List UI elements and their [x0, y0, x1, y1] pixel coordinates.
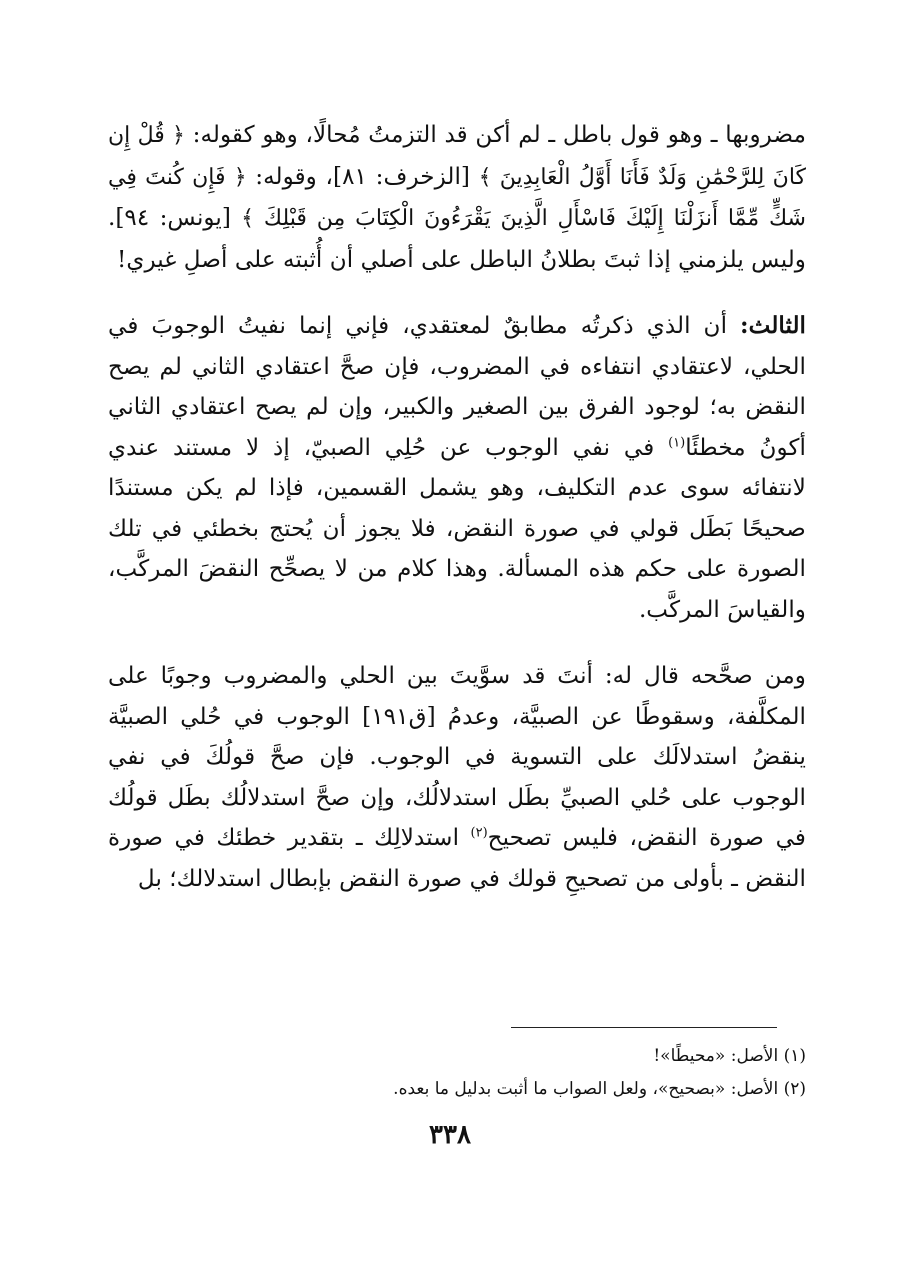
page-number: ٣٣٨ [429, 1120, 471, 1150]
quran-quote: ﴿ فَإِن كُنتَ فِي شَكٍّ مِّمَّا أَنزَلْنَا إِلَيْكَ فَاسْأَلِ الَّذِينَ يَقْرَءُونَ الْكِتَابَ مِن قَبْلِكَ ﴾ [108, 164, 806, 231]
paragraph-3 [108, 656, 806, 899]
paragraph-text: ومن صحَّحه قال له: أنتَ قد سوَّيتَ بين الحلي والمضروب وجوبًا على المكلَّفة، وسقوطًا عن الصبيَّة، وعدمُ [ق١٩١] الوجوب في حُلي الصبيَّة ينقضُ استدلالَك على التسوية في الوجوب. فإن صحَّ قولُكَ في نفي الوجوب على حُلي الصبيِّ بطَل استدلالُك، وإن صحَّ استدلالُك بطَل قولُك في صورة النقض، فليس تصحيح [108, 662, 806, 851]
paragraph-text: في نفي الوجوب عن حُلِي الصبيّ، إذ لا مستند عندي لانتفائه سوى عدم التكليف، وهو يشمل القسمين، فإذا لم يكن مستندًا صحيحًا بَطَل قولي في صورة النقض، فلا يجوز أن يُحتج بخطئي في تلك الصورة على حكم هذه المسألة. وهذا كلام من لا يصحِّح النقضَ المركَّب، والقياسَ المركَّب. [108, 433, 806, 623]
footnote-divider [511, 1027, 777, 1028]
paragraph-text: استدلالِك ـ بتقدير خطئك في صورة النقض ـ بأولى من تصحيحِ قولك في صورة النقض بإبطال استدلالك؛ بل [108, 824, 806, 892]
footnote-1 [108, 1040, 806, 1073]
footnote-text: الأصل: «بصحيح»، ولعل الصواب ما أثبت بدليل ما بعده. [393, 1079, 779, 1099]
footnote-2 [108, 1073, 806, 1106]
footnote-marker: (١) [668, 434, 686, 450]
quran-reference: [الزخرف: ٨١] [333, 162, 479, 190]
paragraph-2 [108, 306, 806, 630]
paragraph-text: أن الذي ذكرتُه مطابقٌ لمعتقدي، فإني إنما نفيتُ الوجوبَ في الحلي، لاعتقادي انتفاءه في المضروب، فإن صحَّ اعتقادي الثاني لم يصح النقض به؛ لوجود الفرق بين الصغير والكبير، وإن لم يصح اعتقادي الثاني أكونُ مخطئًا [108, 312, 806, 461]
footnote-text: الأصل: «محيطًا»! [653, 1046, 779, 1066]
footnote-marker: (٢) [470, 825, 488, 841]
quran-reference: [يونس: ٩٤] [115, 204, 242, 231]
quran-quote: ﴿ قُلْ إِن كَانَ لِلرَّحْمَٰنِ وَلَدٌ فَأَنَا أَوَّلُ الْعَابِدِينَ ﴾ [108, 123, 806, 190]
footnote-number: (١) [783, 1046, 806, 1066]
footnotes [108, 1040, 806, 1106]
paragraph-text: مضروبها ـ وهو قول باطل ـ لم أكن قد التزمتُ مُحالًا، وهو كقوله: [184, 121, 806, 148]
footnote-number: (٢) [783, 1079, 806, 1099]
main-text [108, 115, 806, 899]
paragraph-text: ، وقوله: [246, 162, 334, 190]
section-lead: الثالث: [740, 312, 806, 339]
paragraph-1 [108, 115, 806, 280]
paragraph-text: . وليس يلزمني إذا ثبتَ بطلانُ الباطل على أصلي أن أُثبته على أصلِ غيري! [108, 204, 806, 273]
